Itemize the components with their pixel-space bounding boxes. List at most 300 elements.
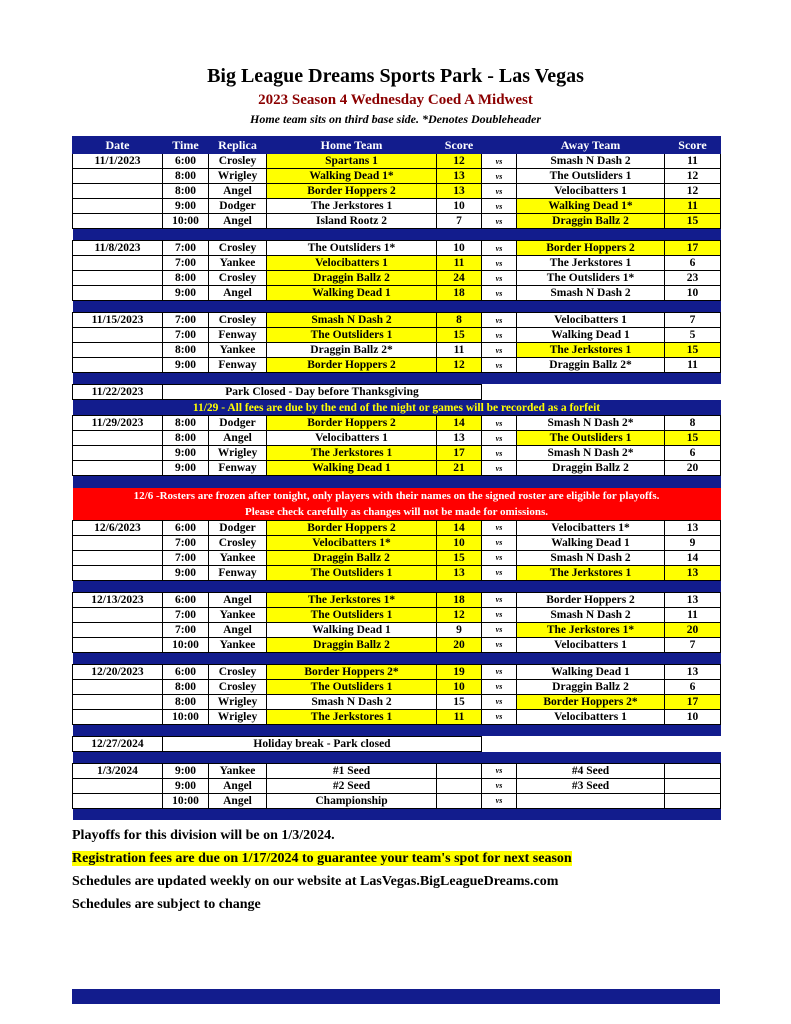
away-score-cell: 8	[665, 416, 721, 431]
date-cell	[73, 358, 163, 373]
date-cell	[73, 256, 163, 271]
game-row	[73, 343, 721, 358]
home-score-cell: 11	[437, 343, 482, 358]
time-cell: 6:00	[163, 592, 209, 607]
replica-cell: Yankee	[209, 256, 267, 271]
replica-cell: Yankee	[209, 550, 267, 565]
away-team-cell: Smash N Dash 2*	[517, 446, 665, 461]
date-cell: 12/20/2023	[73, 664, 163, 679]
away-team-cell: Smash N Dash 2	[517, 286, 665, 301]
date-cell	[73, 431, 163, 446]
replica-cell: Yankee	[209, 637, 267, 652]
game-row	[73, 328, 721, 343]
vs-label: vs	[482, 446, 517, 461]
time-cell: 7:00	[163, 550, 209, 565]
home-score-cell: 11	[437, 256, 482, 271]
game-row	[73, 763, 721, 778]
home-team-cell: Draggin Ballz 2	[267, 271, 437, 286]
away-team-cell: The Outsliders 1*	[517, 271, 665, 286]
separator-bar	[73, 652, 721, 664]
home-team-cell: #1 Seed	[267, 763, 437, 778]
time-cell: 9:00	[163, 446, 209, 461]
time-cell: 8:00	[163, 271, 209, 286]
away-team-cell: Walking Dead 1	[517, 535, 665, 550]
footer-line-text: Schedules are subject to change	[72, 897, 261, 912]
sep-row	[73, 229, 721, 241]
game-row	[73, 637, 721, 652]
away-team-cell: Walking Dead 1*	[517, 199, 665, 214]
game-row	[73, 694, 721, 709]
time-cell: 8:00	[163, 169, 209, 184]
date-cell: 12/27/2024	[73, 736, 163, 751]
away-team-cell: Draggin Ballz 2*	[517, 358, 665, 373]
away-score-cell: 13	[665, 520, 721, 535]
replica-cell: Fenway	[209, 461, 267, 476]
home-team-cell: Draggin Ballz 2	[267, 550, 437, 565]
away-score-cell: 15	[665, 431, 721, 446]
game-row	[73, 446, 721, 461]
time-cell: 8:00	[163, 343, 209, 358]
away-score-cell	[665, 778, 721, 793]
time-cell: 9:00	[163, 358, 209, 373]
home-team-cell: Walking Dead 1	[267, 622, 437, 637]
away-team-cell: Draggin Ballz 2	[517, 679, 665, 694]
vs-label: vs	[482, 664, 517, 679]
time-cell: 7:00	[163, 256, 209, 271]
date-cell	[73, 271, 163, 286]
home-team-cell: The Outsliders 1	[267, 679, 437, 694]
away-score-cell: 7	[665, 637, 721, 652]
replica-cell: Wrigley	[209, 709, 267, 724]
game-row	[73, 622, 721, 637]
vs-label: vs	[482, 214, 517, 229]
away-score-cell: 23	[665, 271, 721, 286]
date-cell: 11/22/2023	[73, 385, 163, 400]
away-team-cell: The Outsliders 1	[517, 431, 665, 446]
away-team-cell: Smash N Dash 2	[517, 607, 665, 622]
home-team-cell: Championship	[267, 793, 437, 808]
vs-label: vs	[482, 793, 517, 808]
separator-bar	[73, 229, 721, 241]
home-team-cell: Walking Dead 1	[267, 286, 437, 301]
closed-message: Holiday break - Park closed	[163, 736, 482, 751]
away-team-cell: Velocibatters 1*	[517, 520, 665, 535]
home-score-cell	[437, 793, 482, 808]
away-score-cell: 11	[665, 607, 721, 622]
separator-bar	[73, 580, 721, 592]
time-cell: 9:00	[163, 778, 209, 793]
replica-cell: Angel	[209, 622, 267, 637]
time-cell: 8:00	[163, 431, 209, 446]
away-team-cell: The Outsliders 1	[517, 169, 665, 184]
replica-cell: Yankee	[209, 343, 267, 358]
away-team-cell: The Jerkstores 1	[517, 565, 665, 580]
empty-cell	[482, 385, 721, 400]
column-header: Score	[665, 137, 721, 154]
home-score-cell: 13	[437, 184, 482, 199]
home-team-cell: The Outsliders 1*	[267, 241, 437, 256]
vs-label: vs	[482, 343, 517, 358]
column-header: Score	[437, 137, 482, 154]
time-cell: 7:00	[163, 313, 209, 328]
home-team-cell: Spartans 1	[267, 154, 437, 169]
date-cell: 11/29/2023	[73, 416, 163, 431]
vs-label: vs	[482, 694, 517, 709]
away-team-cell: The Jerkstores 1*	[517, 622, 665, 637]
vs-label: vs	[482, 607, 517, 622]
vs-label: vs	[482, 199, 517, 214]
vs-label: vs	[482, 520, 517, 535]
replica-cell: Crosley	[209, 271, 267, 286]
date-cell	[73, 343, 163, 358]
game-row	[73, 461, 721, 476]
time-cell: 7:00	[163, 535, 209, 550]
time-cell: 9:00	[163, 763, 209, 778]
away-score-cell: 15	[665, 343, 721, 358]
away-score-cell: 12	[665, 169, 721, 184]
home-team-cell: The Outsliders 1	[267, 607, 437, 622]
empty-cell	[482, 736, 721, 751]
home-score-cell: 24	[437, 271, 482, 286]
fees-notice-text: 11/29 - All fees are due by the end of the night or games will be recorded as a forfeit	[73, 400, 721, 416]
vs-label: vs	[482, 169, 517, 184]
home-score-cell: 18	[437, 592, 482, 607]
game-row	[73, 169, 721, 184]
time-cell: 7:00	[163, 622, 209, 637]
away-score-cell: 13	[665, 664, 721, 679]
away-team-cell: Draggin Ballz 2	[517, 214, 665, 229]
sep-row	[73, 580, 721, 592]
vs-label: vs	[482, 328, 517, 343]
separator-bar	[73, 724, 721, 736]
game-row	[73, 431, 721, 446]
away-team-cell: Smash N Dash 2	[517, 154, 665, 169]
away-score-cell: 7	[665, 313, 721, 328]
away-team-cell: Border Hoppers 2*	[517, 694, 665, 709]
separator-bar	[73, 373, 721, 385]
sep-row	[73, 751, 721, 763]
date-cell: 1/3/2024	[73, 763, 163, 778]
time-cell: 9:00	[163, 461, 209, 476]
separator-bar	[73, 751, 721, 763]
home-score-cell: 13	[437, 565, 482, 580]
game-row	[73, 313, 721, 328]
replica-cell: Crosley	[209, 679, 267, 694]
game-row	[73, 778, 721, 793]
away-score-cell: 14	[665, 550, 721, 565]
replica-cell: Fenway	[209, 328, 267, 343]
game-row	[73, 358, 721, 373]
replica-cell: Crosley	[209, 313, 267, 328]
date-cell	[73, 535, 163, 550]
replica-cell: Angel	[209, 592, 267, 607]
replica-cell: Angel	[209, 778, 267, 793]
replica-cell: Fenway	[209, 358, 267, 373]
home-score-cell: 15	[437, 694, 482, 709]
home-team-cell: Island Rootz 2	[267, 214, 437, 229]
home-score-cell: 10	[437, 241, 482, 256]
home-team-cell: Walking Dead 1	[267, 461, 437, 476]
replica-cell: Angel	[209, 793, 267, 808]
footer-line-text: Playoffs for this division will be on 1/3/2024.	[72, 828, 335, 843]
page-title: Big League Dreams Sports Park - Las Vegas	[207, 65, 584, 87]
date-cell	[73, 328, 163, 343]
date-cell	[73, 550, 163, 565]
vs-label: vs	[482, 416, 517, 431]
home-score-cell: 11	[437, 709, 482, 724]
away-score-cell: 20	[665, 622, 721, 637]
date-cell	[73, 694, 163, 709]
game-row	[73, 184, 721, 199]
home-team-cell: The Jerkstores 1	[267, 446, 437, 461]
game-row	[73, 520, 721, 535]
game-row	[73, 416, 721, 431]
footer-line	[72, 873, 791, 891]
home-score-cell: 15	[437, 550, 482, 565]
home-score-cell: 14	[437, 416, 482, 431]
date-cell	[73, 214, 163, 229]
date-cell	[73, 446, 163, 461]
vs-label: vs	[482, 313, 517, 328]
home-team-cell: The Outsliders 1	[267, 328, 437, 343]
roster-alert-line: 12/6 -Rosters are frozen after tonight, only players with their names on the signed roster are eligible for playoffs.	[133, 489, 660, 502]
home-team-cell: Draggin Ballz 2*	[267, 343, 437, 358]
away-score-cell: 17	[665, 694, 721, 709]
vs-label: vs	[482, 679, 517, 694]
date-cell	[73, 199, 163, 214]
date-cell	[73, 778, 163, 793]
home-team-cell: Smash N Dash 2	[267, 694, 437, 709]
time-cell: 8:00	[163, 416, 209, 431]
home-score-cell: 12	[437, 154, 482, 169]
time-cell: 9:00	[163, 286, 209, 301]
replica-cell: Crosley	[209, 535, 267, 550]
home-team-cell: The Jerkstores 1	[267, 199, 437, 214]
away-team-cell: #3 Seed	[517, 778, 665, 793]
replica-cell: Wrigley	[209, 169, 267, 184]
home-score-cell: 14	[437, 520, 482, 535]
replica-cell: Dodger	[209, 416, 267, 431]
game-row	[73, 592, 721, 607]
time-cell: 9:00	[163, 199, 209, 214]
separator-bar	[73, 301, 721, 313]
footer-line	[72, 850, 791, 868]
home-score-cell: 10	[437, 199, 482, 214]
away-team-cell: The Jerkstores 1	[517, 256, 665, 271]
date-cell	[73, 169, 163, 184]
closed-message: Park Closed - Day before Thanksgiving	[163, 385, 482, 400]
footer-line	[72, 896, 791, 914]
date-cell	[73, 679, 163, 694]
schedule-table	[72, 136, 721, 820]
replica-cell: Angel	[209, 214, 267, 229]
game-row	[73, 199, 721, 214]
away-team-cell: Border Hoppers 2	[517, 592, 665, 607]
away-score-cell: 6	[665, 256, 721, 271]
date-cell: 12/6/2023	[73, 520, 163, 535]
game-row	[73, 286, 721, 301]
game-row	[73, 271, 721, 286]
roster-alert	[73, 488, 721, 521]
vs-label: vs	[482, 535, 517, 550]
vs-label: vs	[482, 271, 517, 286]
home-team-cell: Border Hoppers 2*	[267, 664, 437, 679]
replica-cell: Crosley	[209, 241, 267, 256]
away-team-cell: #4 Seed	[517, 763, 665, 778]
replica-cell: Wrigley	[209, 446, 267, 461]
time-cell: 8:00	[163, 694, 209, 709]
home-team-cell: Walking Dead 1*	[267, 169, 437, 184]
away-score-cell: 20	[665, 461, 721, 476]
time-cell: 7:00	[163, 328, 209, 343]
home-score-cell: 9	[437, 622, 482, 637]
home-score-cell: 13	[437, 431, 482, 446]
time-cell: 6:00	[163, 664, 209, 679]
date-cell: 11/8/2023	[73, 241, 163, 256]
away-score-cell: 6	[665, 446, 721, 461]
column-header: Home Team	[267, 137, 437, 154]
replica-cell: Crosley	[209, 664, 267, 679]
time-cell: 8:00	[163, 679, 209, 694]
game-row	[73, 793, 721, 808]
sep-row	[73, 301, 721, 313]
replica-cell: Yankee	[209, 607, 267, 622]
game-row	[73, 214, 721, 229]
home-team-cell: The Jerkstores 1*	[267, 592, 437, 607]
home-score-cell: 12	[437, 358, 482, 373]
home-team-cell: Border Hoppers 2	[267, 416, 437, 431]
home-team-cell: #2 Seed	[267, 778, 437, 793]
replica-cell: Yankee	[209, 763, 267, 778]
date-cell	[73, 709, 163, 724]
date-cell	[73, 286, 163, 301]
time-cell: 6:00	[163, 154, 209, 169]
vs-label: vs	[482, 778, 517, 793]
home-team-cell: The Jerkstores 1	[267, 709, 437, 724]
vs-label: vs	[482, 622, 517, 637]
date-cell: 11/1/2023	[73, 154, 163, 169]
away-score-cell: 5	[665, 328, 721, 343]
home-team-cell: Border Hoppers 2	[267, 520, 437, 535]
date-cell	[73, 461, 163, 476]
sep-row	[73, 724, 721, 736]
vs-label: vs	[482, 709, 517, 724]
home-score-cell	[437, 778, 482, 793]
home-team-cell: Velocibatters 1	[267, 256, 437, 271]
time-cell: 9:00	[163, 565, 209, 580]
replica-cell: Wrigley	[209, 694, 267, 709]
footer-notes	[72, 827, 791, 914]
away-team-cell: Velocibatters 1	[517, 637, 665, 652]
vs-label: vs	[482, 592, 517, 607]
time-cell: 10:00	[163, 709, 209, 724]
vs-label: vs	[482, 565, 517, 580]
game-row	[73, 679, 721, 694]
sep-row	[73, 808, 721, 820]
home-score-cell: 7	[437, 214, 482, 229]
away-team-cell: The Jerkstores 1	[517, 343, 665, 358]
home-team-cell: Smash N Dash 2	[267, 313, 437, 328]
time-cell: 8:00	[163, 184, 209, 199]
table-header-row	[73, 137, 721, 154]
vs-label: vs	[482, 286, 517, 301]
date-cell: 11/15/2023	[73, 313, 163, 328]
vs-label: vs	[482, 461, 517, 476]
home-score-cell: 18	[437, 286, 482, 301]
vs-label: vs	[482, 184, 517, 199]
home-team-cell: Draggin Ballz 2	[267, 637, 437, 652]
date-cell: 12/13/2023	[73, 592, 163, 607]
closed-row	[73, 736, 721, 751]
home-score-cell: 21	[437, 461, 482, 476]
away-team-cell	[517, 793, 665, 808]
away-team-cell: Smash N Dash 2	[517, 550, 665, 565]
away-score-cell: 13	[665, 565, 721, 580]
home-score-cell: 10	[437, 535, 482, 550]
separator-bar	[73, 808, 721, 820]
game-row	[73, 154, 721, 169]
vs-label: vs	[482, 241, 517, 256]
time-cell: 7:00	[163, 241, 209, 256]
time-cell: 6:00	[163, 520, 209, 535]
vs-label: vs	[482, 256, 517, 271]
replica-cell: Angel	[209, 286, 267, 301]
bottom-bar	[72, 989, 720, 1004]
replica-cell: Dodger	[209, 199, 267, 214]
away-score-cell: 12	[665, 184, 721, 199]
game-row	[73, 241, 721, 256]
replica-cell: Crosley	[209, 154, 267, 169]
home-team-cell: Velocibatters 1*	[267, 535, 437, 550]
sep-row	[73, 652, 721, 664]
vs-label: vs	[482, 154, 517, 169]
date-cell	[73, 607, 163, 622]
footer-line	[72, 827, 791, 845]
vs-label: vs	[482, 637, 517, 652]
away-score-cell: 10	[665, 709, 721, 724]
notice-row	[73, 400, 721, 416]
home-team-cell: Border Hoppers 2	[267, 184, 437, 199]
page-subtitle: 2023 Season 4 Wednesday Coed A Midwest	[258, 92, 533, 108]
away-team-cell: Walking Dead 1	[517, 664, 665, 679]
away-score-cell: 11	[665, 358, 721, 373]
away-score-cell: 11	[665, 199, 721, 214]
home-score-cell: 8	[437, 313, 482, 328]
away-score-cell	[665, 763, 721, 778]
away-team-cell: Smash N Dash 2*	[517, 416, 665, 431]
vs-label: vs	[482, 431, 517, 446]
away-score-cell: 6	[665, 679, 721, 694]
column-header	[482, 137, 517, 154]
game-row	[73, 664, 721, 679]
away-score-cell: 9	[665, 535, 721, 550]
time-cell: 10:00	[163, 214, 209, 229]
column-header: Date	[73, 137, 163, 154]
column-header: Away Team	[517, 137, 665, 154]
home-score-cell: 20	[437, 637, 482, 652]
away-score-cell: 10	[665, 286, 721, 301]
vs-label: vs	[482, 550, 517, 565]
home-team-cell: Border Hoppers 2	[267, 358, 437, 373]
game-row	[73, 256, 721, 271]
alert-row	[73, 488, 721, 521]
replica-cell: Dodger	[209, 520, 267, 535]
away-score-cell: 15	[665, 214, 721, 229]
time-cell: 10:00	[163, 793, 209, 808]
replica-cell: Angel	[209, 431, 267, 446]
away-team-cell: Draggin Ballz 2	[517, 461, 665, 476]
home-team-note: Home team sits on third base side. *Denotes Doubleheader	[250, 112, 541, 126]
